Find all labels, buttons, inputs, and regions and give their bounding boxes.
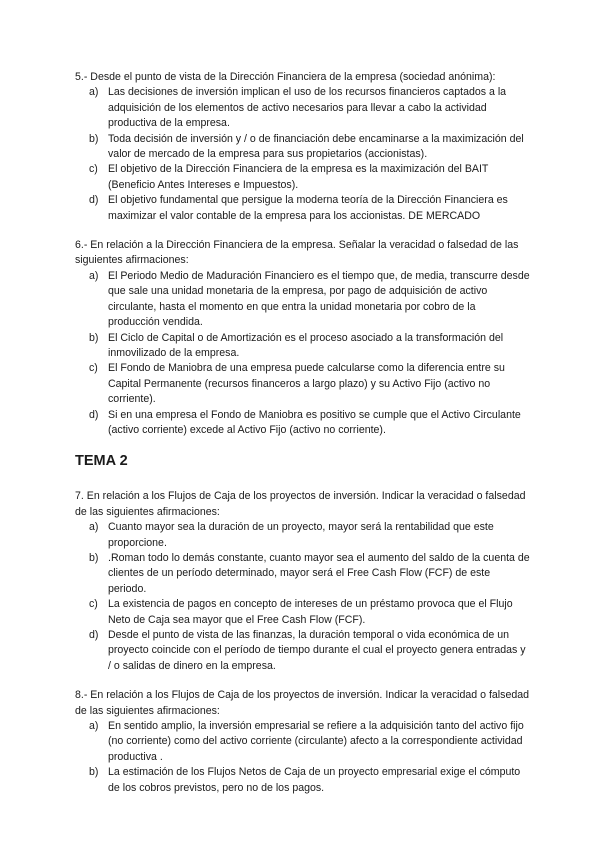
option-text: El Fondo de Maniobra de una empresa puede calcularse como la diferencia entre su Capital Permanente (recursos financeros a largo plazo) y su Activo Fijo (activo no corriente). bbox=[108, 362, 505, 406]
option-text: La estimación de los Flujos Netos de Caja de un proyecto empresarial exige el cómputo de los cobros previstos, pero no de los pagos. bbox=[108, 766, 521, 794]
option-label: a) bbox=[89, 521, 99, 534]
option-text: Desde el punto de vista de las finanzas, la duración temporal o vida económica de un proyecto coincide con el período de tiempo durante el cual el proyecto genera entradas y / o salidas de dinero en la empresa. bbox=[108, 629, 526, 672]
question-text: 7. En relación a los Flujos de Caja de los proyectos de inversión. Indicar la veracidad o falsedad de las siguientes afirmaciones: bbox=[75, 490, 526, 518]
option-b bbox=[75, 765, 530, 796]
option-text: Las decisiones de inversión implican el uso de los recursos financieros captados a la adquisición de los elementos de activo necesarios para llevar a cabo la actividad productiva de la empresa. bbox=[108, 86, 507, 130]
option-c bbox=[75, 361, 530, 407]
option-text: El Ciclo de Capital o de Amortización es el proceso asociado a la transformación del inmovilizado de la empresa. bbox=[108, 331, 504, 359]
option-a bbox=[75, 269, 530, 331]
option-b bbox=[75, 551, 530, 597]
option-label: b) bbox=[89, 331, 99, 344]
option-label: b) bbox=[89, 766, 99, 779]
option-text: En sentido amplio, la inversión empresarial se refiere a la adquisición tanto del activo fijo (no corriente) como del activo corriente (circulante) afecto a la correspondiente actividad productiva . bbox=[108, 720, 524, 763]
section-title: TEMA 2 bbox=[75, 453, 128, 470]
option-text: El Periodo Medio de Maduración Financiero es el tiempo que, de media, transcurre desde que sale una unidad monetaria de la empresa, por pago de adquisición de activo circulante, hasta el momento en que entra la unidad monetaria por cobro de la producción vendida. bbox=[108, 269, 530, 329]
option-c bbox=[75, 162, 530, 193]
option-text: Cuanto mayor sea la duración de un proyecto, mayor será la rentabilidad que este proporcione. bbox=[108, 521, 494, 549]
document-page bbox=[75, 70, 530, 810]
option-label: a) bbox=[89, 720, 99, 733]
option-a bbox=[75, 520, 530, 551]
option-text: El objetivo fundamental que persigue la moderna teoría de la Dirección Financiera es maximizar el valor contable de la empresa para los accionistas. DE MERCADO bbox=[108, 194, 508, 222]
option-d bbox=[75, 408, 530, 439]
option-d bbox=[75, 193, 530, 224]
option-c bbox=[75, 597, 530, 628]
option-text: La existencia de pagos en concepto de intereses de un préstamo provoca que el Flujo Neto de Caja sea mayor que el Free Cash Flow (FCF). bbox=[108, 598, 513, 626]
option-label: a) bbox=[89, 86, 99, 99]
question-8 bbox=[75, 688, 530, 796]
question-text: 8.- En relación a los Flujos de Caja de los proyectos de inversión. Indicar la veracidad o falsedad de las siguientes afirmaciones: bbox=[75, 689, 530, 717]
question-text: 5.- Desde el punto de vista de la Dirección Financiera de la empresa (sociedad anónima): bbox=[75, 71, 496, 83]
question-6 bbox=[75, 238, 530, 438]
option-label: d) bbox=[89, 194, 99, 207]
option-label: b) bbox=[89, 551, 99, 564]
option-a bbox=[75, 85, 530, 131]
option-label: d) bbox=[89, 408, 99, 421]
option-text: El objetivo de la Dirección Financiera de la empresa es la maximización del BAIT (Beneficio Antes Intereses e Impuestos). bbox=[108, 163, 489, 191]
question-5 bbox=[75, 70, 530, 224]
options-list bbox=[75, 520, 530, 674]
option-text: Toda decisión de inversión y / o de financiación debe encaminarse a la maximización del valor de mercado de la empresa para sus propietarios (accionistas). bbox=[108, 132, 524, 161]
option-label: c) bbox=[89, 163, 98, 176]
question-7 bbox=[75, 489, 530, 674]
option-text: .Roman todo lo demás constante, cuanto mayor sea el aumento del saldo de la cuenta de clientes de un período determinado, mayor será el Free Cash Flow (FCF) de este periodo. bbox=[108, 551, 530, 595]
option-label: b) bbox=[89, 132, 99, 145]
options-list bbox=[75, 269, 530, 438]
option-b bbox=[75, 132, 530, 163]
options-list bbox=[75, 719, 530, 796]
option-label: d) bbox=[89, 629, 99, 641]
option-label: a) bbox=[89, 269, 99, 282]
question-text: 6.- En relación a la Dirección Financiera de la empresa. Señalar la veracidad o falsedad de las siguientes afirmaciones: bbox=[75, 239, 519, 267]
option-label: c) bbox=[89, 362, 98, 375]
option-a bbox=[75, 719, 530, 765]
option-label: c) bbox=[89, 598, 98, 611]
options-list bbox=[75, 85, 530, 224]
option-d bbox=[75, 628, 530, 674]
option-b bbox=[75, 331, 530, 362]
option-text: Si en una empresa el Fondo de Maniobra es positivo se cumple que el Activo Circulante (activo corriente) excede al Activo Fijo (activo no corriente). bbox=[108, 408, 521, 436]
